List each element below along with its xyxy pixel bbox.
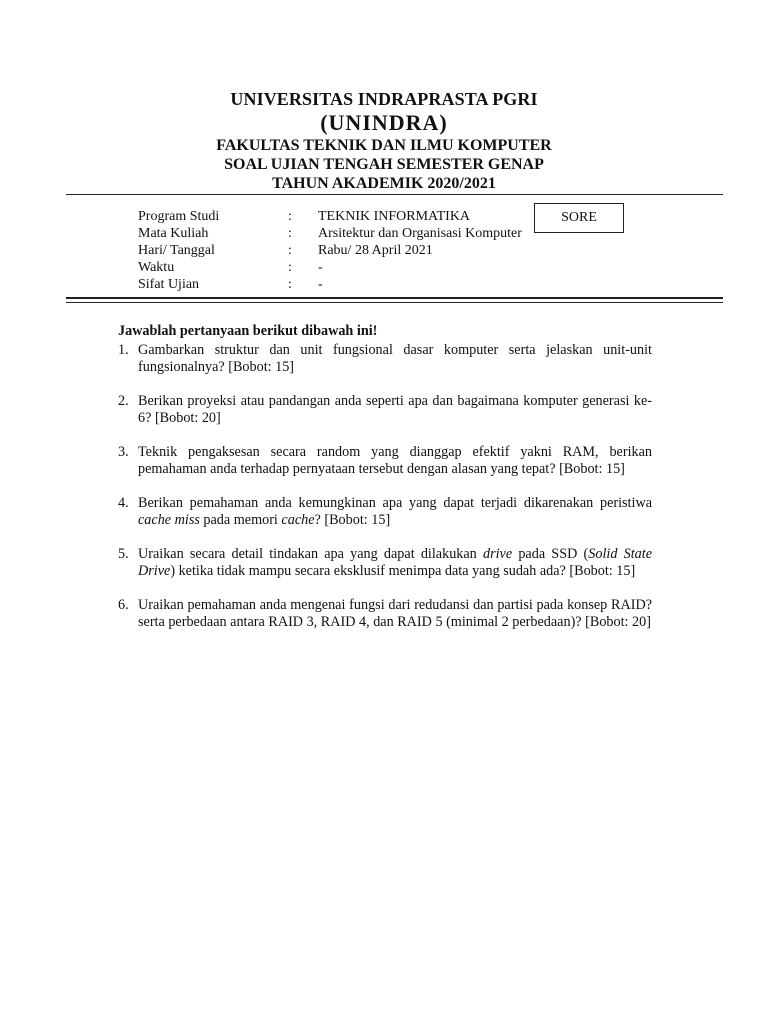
exam-info-table	[138, 208, 522, 293]
question-text-run: Uraikan secara detail tindakan apa yang dapat dilakukan	[138, 546, 483, 562]
session-badge: SORE	[534, 203, 624, 233]
info-row-exam-type	[138, 276, 522, 293]
question-item	[118, 393, 652, 427]
question-text-italic: cache	[281, 512, 315, 528]
questions-section	[118, 323, 652, 648]
question-item	[118, 597, 652, 631]
info-value: TEKNIK INFORMATIKA	[318, 209, 471, 224]
question-text-run: ) ketika tidak mampu secara eksklusif menimpa data yang sudah ada? [Bobot: 15]	[170, 563, 636, 579]
question-number: 5.	[118, 546, 129, 562]
question-text-run: Gambarkan struktur dan unit fungsional dasar komputer serta jelaskan unit-unit fungsionalnya? [Bobot: 15]	[138, 342, 652, 375]
question-number: 3.	[118, 444, 129, 460]
question-text-italic: Solid State Drive	[138, 546, 652, 579]
info-label: Program Studi	[138, 209, 220, 224]
faculty-name: FAKULTAS TEKNIK DAN ILMU KOMPUTER	[216, 137, 552, 154]
question-number: 1.	[118, 342, 129, 358]
question-text-run: pada memori	[199, 512, 282, 528]
info-separator: :	[288, 243, 292, 258]
academic-year: TAHUN AKADEMIK 2020/2021	[272, 175, 496, 192]
info-label: Sifat Ujian	[138, 277, 200, 292]
question-item	[118, 546, 652, 580]
question-text-run: Berikan pemahaman anda kemungkinan apa yang dapat terjadi dikarenakan peristiwa	[138, 495, 652, 511]
header-divider	[66, 194, 723, 195]
info-separator: :	[288, 260, 292, 275]
info-separator: :	[288, 226, 292, 241]
info-separator: :	[288, 209, 292, 224]
university-name: UNIVERSITAS INDRAPRASTA PGRI	[230, 89, 538, 109]
info-row-time	[138, 259, 522, 276]
info-divider-thick	[66, 297, 723, 299]
info-label: Hari/ Tanggal	[138, 243, 215, 258]
question-text	[138, 495, 652, 529]
question-text-run: Teknik pengaksesan secara random yang dianggap efektif yakni RAM, berikan pemahaman anda terhadap pernyataan tersebut dengan alasan yang tepat? [Bobot: 15]	[138, 444, 652, 477]
question-text	[138, 393, 652, 427]
question-text	[138, 597, 652, 631]
info-label: Mata Kuliah	[138, 226, 209, 241]
question-text-run: ? [Bobot: 15]	[314, 512, 391, 528]
info-value: Arsitektur dan Organisasi Komputer	[318, 226, 522, 241]
instructions: Jawablah pertanyaan berikut dibawah ini!	[118, 323, 378, 339]
question-text	[138, 342, 652, 376]
info-value: Rabu/ 28 April 2021	[318, 243, 433, 258]
question-text-run: Berikan proyeksi atau pandangan anda seperti apa dan bagaimana komputer generasi ke-6? [Bobot: 20]	[138, 393, 652, 426]
question-list	[118, 342, 652, 631]
info-row-program	[138, 208, 522, 225]
info-divider-thin	[66, 302, 723, 303]
info-row-date	[138, 242, 522, 259]
info-value: -	[318, 277, 323, 292]
question-number: 4.	[118, 495, 129, 511]
exam-title: SOAL UJIAN TENGAH SEMESTER GENAP	[224, 156, 544, 173]
university-abbreviation: (UNINDRA)	[320, 110, 448, 135]
info-row-course	[138, 225, 522, 242]
question-text-run: pada SSD (	[512, 546, 589, 562]
exam-header	[0, 88, 768, 193]
info-value: -	[318, 260, 323, 275]
info-label: Waktu	[138, 260, 175, 275]
question-text	[138, 546, 652, 580]
question-item	[118, 444, 652, 478]
question-text-italic: cache miss	[138, 512, 200, 528]
question-item	[118, 342, 652, 376]
question-text-italic: drive	[482, 546, 513, 562]
question-number: 2.	[118, 393, 129, 409]
question-text-run: Uraikan pemahaman anda mengenai fungsi dari redudansi dan partisi pada konsep RAID? serta perbedaan antara RAID 3, RAID 4, dan RAID 5 (minimal 2 perbedaan)? [Bobot: 20]	[138, 597, 652, 630]
question-number: 6.	[118, 597, 129, 613]
info-separator: :	[288, 277, 292, 292]
question-item	[118, 495, 652, 529]
question-text	[138, 444, 652, 478]
